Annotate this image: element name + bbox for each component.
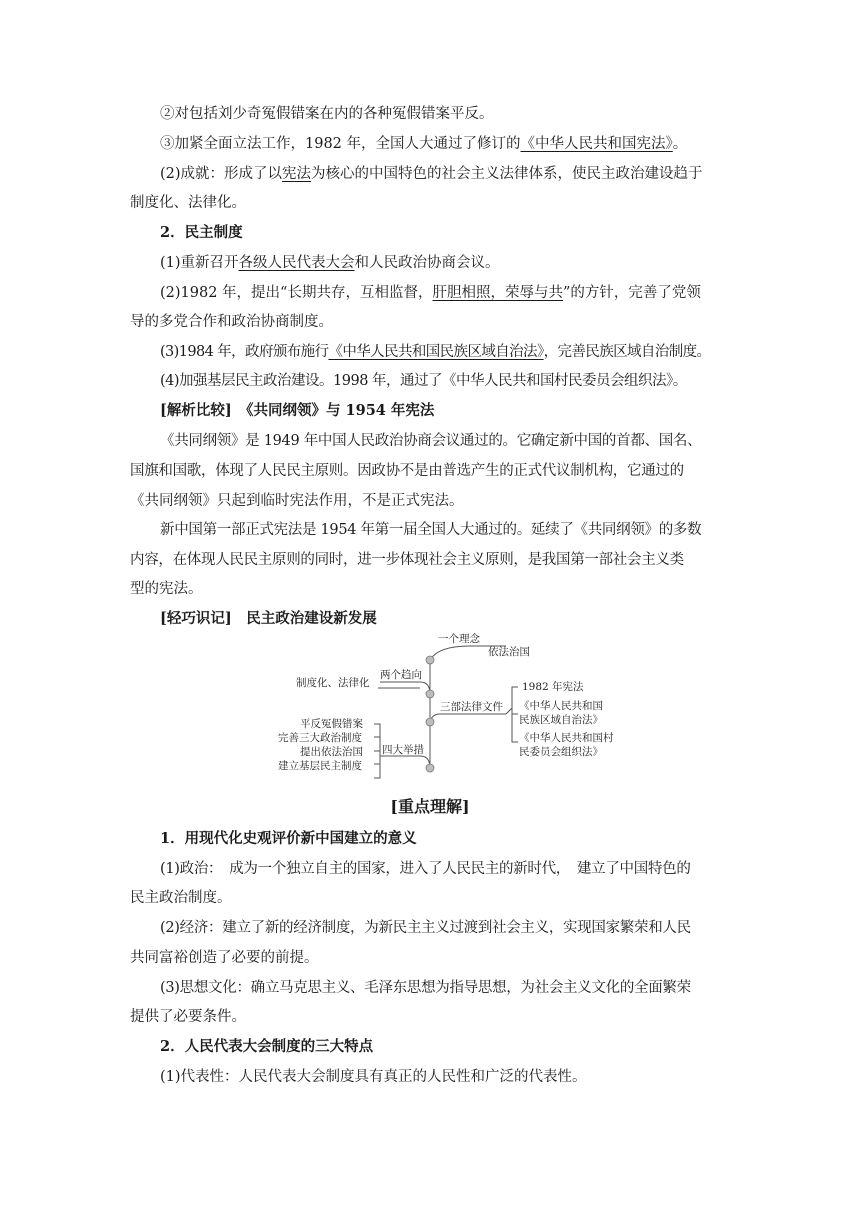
node-dot [426, 690, 434, 698]
node-dot [426, 656, 434, 664]
paragraph-continuation: 导的多党合作和政治协商制度。 [130, 314, 333, 330]
paragraph: (1)政治： 成为一个独立自主的国家，进入了人民民主的新时代， 建立了中国特色的 [160, 861, 691, 877]
branch3-item: 民委员会组织法》 [519, 746, 603, 758]
underlined-term: 《中华人民共和国民族区域自治法》 [328, 344, 544, 360]
branch4-item: 提出依法治国 [300, 746, 363, 758]
section-title: [重点理解] [390, 797, 470, 816]
paragraph: (2)成就：形成了以宪法为核心的中国特色的社会主义法律体系，使民主政治建设趋于 [160, 166, 703, 182]
paragraph-continuation: 提供了必要条件。 [130, 1009, 246, 1025]
mind-map-diagram [270, 632, 630, 792]
paragraph: (3)思想文化：确立马克思主义、毛泽东思想为指导思想，为社会主义文化的全面繁荣 [160, 980, 691, 996]
branch3-bracket-bottom [512, 708, 518, 742]
branch4-line [380, 756, 430, 768]
paragraph-continuation: 制度化、法律化。 [130, 195, 246, 211]
branch2-item: 制度化、法律化 [296, 677, 370, 689]
branch4-item: 平反冤假错案 [300, 718, 363, 730]
paragraph-continuation: 内容，在体现人民民主原则的同时，进一步体现社会主义原则，是我国第一部社会主义类 [130, 552, 684, 568]
branch1-label: 一个理念 [438, 633, 480, 645]
branch3-line [430, 714, 506, 722]
paragraph: (2)经济：建立了新的经济制度，为新民主主义过渡到社会主义，实现国家繁荣和人民 [160, 920, 691, 936]
paragraph: (3)1984 年，政府颁布施行《中华人民共和国民族区域自治法》，完善民族区域自治制度。 [160, 344, 711, 360]
branch4-item: 建立基层民主制度 [278, 760, 362, 772]
paragraph-continuation: 《共同纲领》只起到临时宪法作用，不是正式宪法。 [130, 493, 464, 509]
branch4-item: 完善三大政治制度 [278, 732, 362, 744]
branch4-ticks [374, 737, 380, 764]
paragraph-continuation: 民主政治制度。 [130, 890, 232, 906]
paragraph-continuation: 共同富裕创造了必要的前提。 [130, 950, 319, 966]
section-heading: 2．人民代表大会制度的三大特点 [160, 1038, 374, 1055]
section-heading: [解析比较] 《共同纲领》与 1954 年宪法 [160, 402, 435, 419]
underlined-term: 肝胆相照，荣辱与共 [432, 285, 563, 301]
section-heading: 2．民主制度 [160, 224, 243, 241]
paragraph: 新中国第一部正式宪法是 1954 年第一届全国人大通过的。延续了《共同纲领》的多数 [160, 522, 702, 538]
paragraph: (4)加强基层民主政治建设。1998 年，通过了《中华人民共和国村民委员会组织法》。 [160, 373, 687, 389]
paragraph: (1)代表性：人民代表大会制度具有真正的人民性和广泛的代表性。 [160, 1069, 587, 1085]
underlined-term: 《中华人民共和国宪法》 [520, 136, 673, 152]
branch3-item: 《中华人民共和国村 [519, 732, 614, 744]
branch3-item: 《中华人民共和国 [519, 700, 603, 712]
branch3-item: 1982 年宪法 [522, 681, 584, 693]
branch3-label: 三部法律文件 [440, 701, 503, 713]
paragraph: ③加紧全面立法工作，1982 年，全国人大通过了修订的《中华人民共和国宪法》。 [160, 136, 688, 152]
underlined-term: 各级人民代表大会 [238, 255, 355, 271]
paragraph: 《共同纲领》是 1949 年中国人民政治协商会议通过的。它确定新中国的首都、国名、 [160, 433, 702, 449]
underlined-term: 宪法 [282, 166, 312, 182]
section-heading: 1．用现代化史观评价新中国建立的意义 [160, 830, 417, 847]
paragraph-continuation: 型的宪法。 [130, 581, 203, 597]
node-dot [426, 764, 434, 772]
branch3-item: 民族区域自治法》 [519, 714, 603, 726]
paragraph: ②对包括刘少奇冤假错案在内的各种冤假错案平反。 [160, 106, 494, 122]
node-dot [426, 718, 434, 726]
paragraph: (1)重新召开各级人民代表大会和人民政治协商会议。 [160, 255, 500, 271]
section-heading: [轻巧识记] 民主政治建设新发展 [160, 610, 377, 627]
paragraph: (2)1982 年，提出“长期共存，互相监督，肝胆相照，荣辱与共”的方针，完善了党领 [160, 285, 701, 301]
branch2-label: 两个趋向 [380, 669, 422, 681]
branch4-label: 四大举措 [382, 744, 424, 756]
branch1-item: 依法治国 [488, 646, 530, 658]
paragraph-continuation: 国旗和国歌，体现了人民民主原则。因政协不是由普选产生的正式代议制机构，它通过的 [130, 463, 684, 479]
